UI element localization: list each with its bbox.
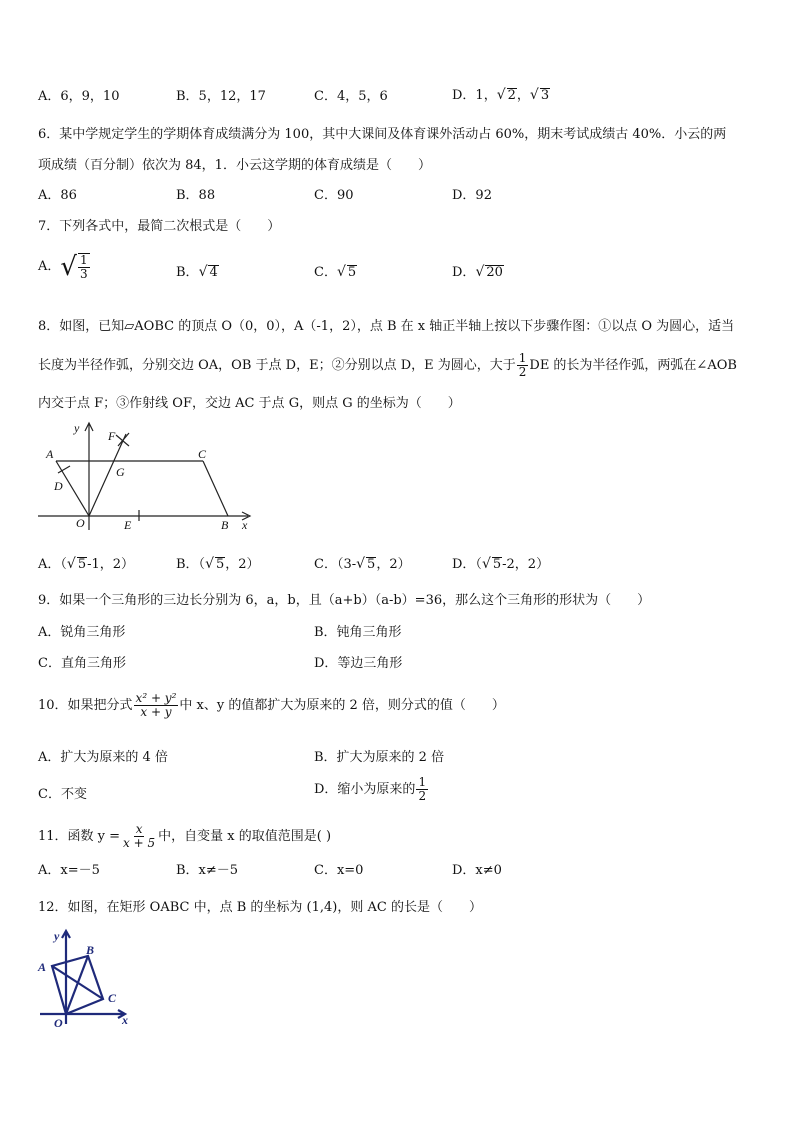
q6-option-a: A．86 (38, 188, 77, 203)
q7-option-b: B．√ 4 (176, 264, 218, 280)
q5-option-d-radicand-1: 2 (507, 88, 516, 103)
q8-option-c: C．（3-√ 5，2） (314, 556, 411, 572)
q8-stem-line-2: 长度为半径作弧，分别交边 OA，OB 于点 D，E；②分别以点 D，E 为圆心，大于 $\frac{1}{2}$ DE 的长为半径作弧，两弧在∠AOB (38, 351, 737, 379)
q8-label-o: O (76, 516, 85, 530)
q7-option-a-label: A． (38, 259, 61, 274)
q6-stem-line-2: 项成绩（百分制）依次为 84，1．小云这学期的体育成绩是（ ） (38, 158, 431, 173)
q8-half-fraction: $\frac{1}{2}$ (518, 351, 527, 379)
q11-option-c: C．x=0 (314, 863, 364, 878)
q9-stem: 9．如果一个三角形的三边长分别为 6，a，b，且（a+b）（a-b）=36，那么这个三角形的形状为（ ） (38, 593, 651, 608)
q6-stem-line-1: 6．某中学规定学生的学期体育成绩满分为 100，其中大课间及体育课外活动占 60%，期末考试成绩古 40%．小云的两 (38, 127, 727, 142)
q8-label-x: x (242, 518, 248, 532)
q8-label-b: B (221, 518, 229, 532)
q10-stem: 10．如果把分式 $\frac{\text{x² + y²}}{x + y}$ 中 x、y 的值都扩大为原来的 2 倍，则分式的值（ ） (38, 691, 505, 719)
q8-label-f: F (108, 429, 116, 443)
q12-label-a: A (38, 960, 47, 974)
q8-label-e: E (124, 518, 132, 532)
q8-option-a: A．（√ 5-1，2） (38, 556, 135, 572)
q6-option-b: B．88 (176, 188, 216, 203)
q9-option-b: B．钝角三角形 (314, 625, 402, 640)
q12-stem: 12．如图，在矩形 OABC 中，点 B 的坐标为 (1,4)，则 AC 的长是（ ） (38, 900, 482, 915)
q10-option-c: C．不变 (38, 787, 87, 802)
q5-option-d-radicand-2: 3 (540, 88, 550, 103)
q7-stem: 7．下列各式中，最简二次根式是（ ） (38, 219, 281, 234)
q8-stem-line-1: 8．如图，已知▱AOBC 的顶点 O（0，0），A（-1，2），点 B 在 x 轴正半轴上按以下步骤作图：①以点 O 为圆心，适当 (38, 319, 735, 334)
q10-option-d: D．缩小为原来的 $\frac{1}{2}$ (314, 775, 427, 803)
q12-label-c: C (108, 991, 117, 1005)
q7-option-d: D．√ 20 (452, 264, 503, 280)
q5-option-d: D．1，√ 2，√ 3 (452, 87, 550, 103)
q8-option-d: D．（√ 5-2，2） (452, 556, 550, 572)
q7-option-a: A． √ $\frac{1}{3}$ (38, 252, 88, 282)
q11-fraction: $\frac{x}{x + 5}$ (123, 822, 156, 850)
q11-option-d: D．x≠0 (452, 863, 502, 878)
q5-option-a: A．6，9，10 (38, 89, 120, 104)
q8-option-b: B．（√ 5，2） (176, 556, 260, 572)
q6-option-d: D．92 (452, 188, 492, 203)
q12-label-o: O (54, 1016, 63, 1030)
q12-label-b: B (86, 943, 95, 957)
q9-option-d: D．等边三角形 (314, 656, 403, 671)
q11-option-a: A．x=－5 (38, 863, 100, 878)
q6-option-c: C．90 (314, 188, 354, 203)
q8-parallelogram-figure (36, 418, 258, 534)
q12-label-x: x (122, 1013, 128, 1027)
q10-fraction: $\frac{\text{x² + y²}}{x + y}$ (135, 691, 177, 719)
q10-option-b: B．扩大为原来的 2 倍 (314, 750, 445, 765)
q8-label-c: C (198, 447, 207, 461)
q5-option-c: C．4，5，6 (314, 89, 388, 104)
q8-label-g: G (116, 465, 125, 479)
q5-option-d-separator: ， (516, 88, 530, 103)
q8-label-a: A (46, 447, 54, 461)
q7-option-c: C．√ 5 (314, 264, 357, 280)
q8-stem-line-3: 内交于点 F；③作射线 OF，交边 AC 于点 G，则点 G 的坐标为（ ） (38, 396, 461, 411)
q10-option-a: A．扩大为原来的 4 倍 (38, 750, 168, 765)
q12-label-y: y (54, 929, 60, 943)
q12-rectangle-figure (36, 926, 136, 1032)
q5-option-b: B．5，12，17 (176, 89, 266, 104)
q8-label-y: y (74, 421, 80, 435)
q11-option-b: B．x≠－5 (176, 863, 239, 878)
q11-stem: 11．函数 y = $\frac{x}{x + 5}$ 中，自变量 x 的取值范围是( ) (38, 822, 332, 850)
q9-option-c: C．直角三角形 (38, 656, 126, 671)
q5-option-d-prefix: D．1， (452, 88, 497, 103)
q8-label-d: D (54, 479, 63, 493)
q9-option-a: A．锐角三角形 (38, 625, 126, 640)
q7-option-a-fraction: $\frac{1}{3}$ (79, 253, 88, 281)
q8-side-cb (203, 461, 228, 516)
